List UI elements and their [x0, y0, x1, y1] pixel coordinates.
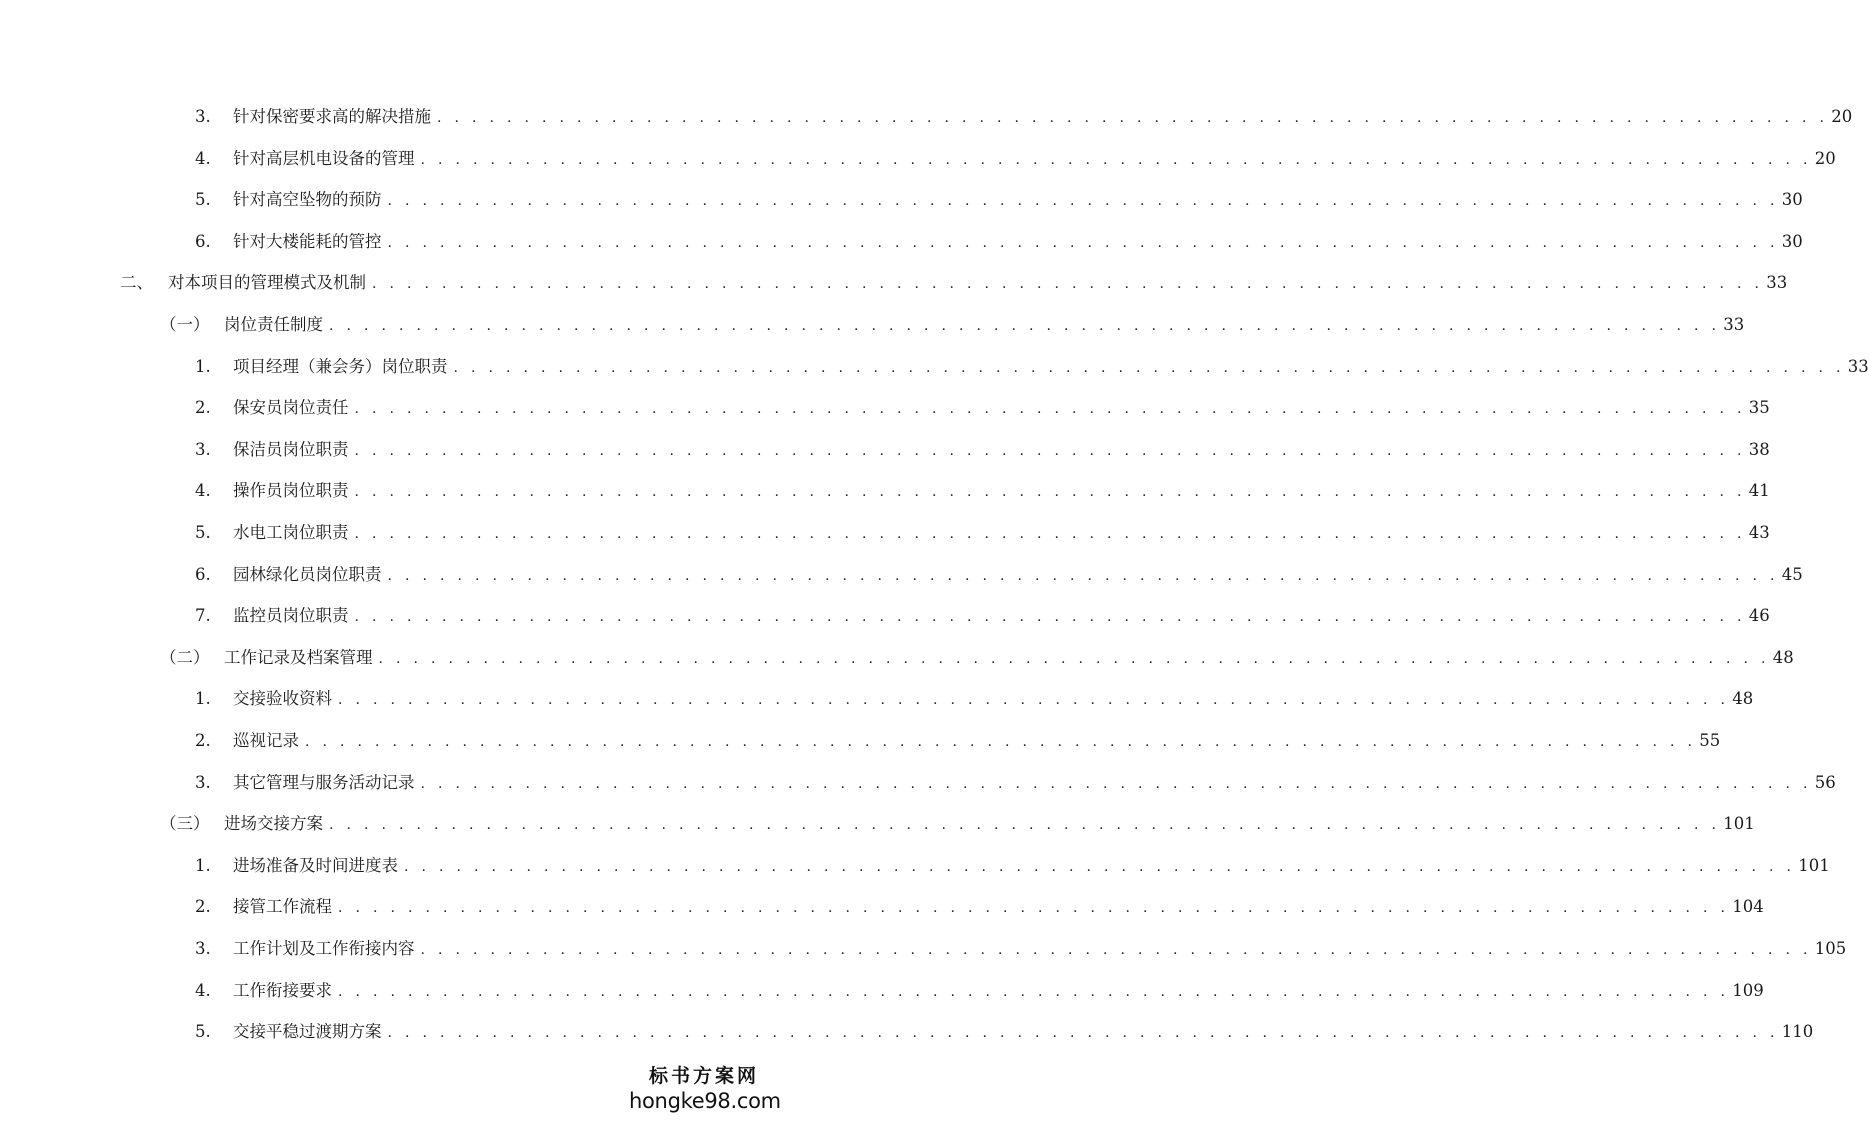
toc-entry[interactable]	[120, 269, 1788, 297]
toc-entry-title: 工作计划及工作衔接内容	[233, 939, 415, 958]
toc-dot-leader: . . . . . . . . . . . . . . . . . . . . . . . . . . . . . . . . . . . . . . . . . . . . . . . . . . . . . . . . . . . . . . . . . . . . . . . . . . . . . . . .	[404, 858, 1796, 875]
toc-entry-title: 园林绿化员岗位职责	[233, 564, 382, 584]
toc-dot-leader: . . . . . . . . . . . . . . . . . . . . . . . . . . . . . . . . . . . . . . . . . . . . . . . . . . . . . . . . . . . . . . . . . . . . . . . . . . . . . . . .	[338, 692, 1730, 709]
toc-entry-number: 3.	[195, 439, 211, 459]
toc-entry-number: 3.	[195, 939, 211, 958]
toc-entry-number: 5.	[195, 523, 211, 542]
toc-dot-leader: . . . . . . . . . . . . . . . . . . . . . . . . . . . . . . . . . . . . . . . . . . . . . . . . . . . . . . . . . . . . . . . . . . . . . . . . . . . . . . . .	[329, 318, 1721, 334]
toc-entry-page-number: 45	[1781, 564, 1803, 584]
toc-entry[interactable]	[195, 561, 1803, 589]
toc-entry-title: 交接验收资料	[233, 689, 332, 709]
toc-entry-title: 监控员岗位职责	[233, 606, 349, 626]
toc-dot-leader: . . . . . . . . . . . . . . . . . . . . . . . . . . . . . . . . . . . . . . . . . . . . . . . . . . . . . . . . . . . . . . . . . . . . . . . . . . . . . . . .	[338, 900, 1730, 917]
toc-entry-page-number: 33	[1766, 273, 1788, 293]
toc-entry-number: 5.	[195, 1022, 211, 1042]
toc-entry-page-number: 55	[1699, 731, 1721, 750]
toc-entry-page-number: 48	[1772, 647, 1794, 667]
toc-entry[interactable]	[195, 103, 1853, 131]
toc-entry-number: 1.	[195, 855, 211, 875]
toc-entry-page-number: 104	[1732, 897, 1764, 917]
toc-entry-number: 2.	[195, 731, 211, 750]
toc-entry-page-number: 110	[1781, 1022, 1814, 1042]
toc-dot-leader: . . . . . . . . . . . . . . . . . . . . . . . . . . . . . . . . . . . . . . . . . . . . . . . . . . . . . . . . . . . . . . . . . . . . . . . . . . . . . . . .	[420, 151, 1812, 168]
toc-entry-page-number: 48	[1732, 689, 1754, 709]
toc-entry-number: 5.	[195, 190, 211, 210]
toc-entry-number: 6.	[195, 564, 211, 584]
toc-entry-title: 交接平稳过渡期方案	[233, 1022, 382, 1042]
toc-entry-page-number: 33	[1847, 356, 1869, 376]
toc-dot-leader: . . . . . . . . . . . . . . . . . . . . . . . . . . . . . . . . . . . . . . . . . . . . . . . . . . . . . . . . . . . . . . . . . . . . . . . . . . . . . . . .	[420, 942, 1812, 958]
toc-entry-title: 针对保密要求高的解决措施	[233, 107, 431, 126]
toc-entry[interactable]	[195, 519, 1770, 547]
toc-entry-page-number: 101	[1723, 814, 1755, 834]
toc-entry-number: 1.	[195, 689, 211, 709]
toc-dot-leader: . . . . . . . . . . . . . . . . . . . . . . . . . . . . . . . . . . . . . . . . . . . . . . . . . . . . . . . . . . . . . . . . . . . . . . . . . . . . . . . .	[354, 609, 1746, 626]
toc-dot-leader: . . . . . . . . . . . . . . . . . . . . . . . . . . . . . . . . . . . . . . . . . . . . . . . . . . . . . . . . . . . . . . . . . . . . . . . . . . . . . . . .	[387, 193, 1779, 210]
toc-entry-title: 工作记录及档案管理	[224, 647, 373, 667]
toc-entry-title: 工作衔接要求	[233, 980, 332, 1000]
toc-dot-leader: . . . . . . . . . . . . . . . . . . . . . . . . . . . . . . . . . . . . . . . . . . . . . . . . . . . . . . . . . . . . . . . . . . . . . . . . . . . . . . . .	[354, 401, 1746, 418]
toc-entry-number: 4.	[195, 148, 211, 168]
toc-entry-number: 2.	[195, 897, 211, 917]
toc-entry-page-number: 20	[1814, 148, 1836, 168]
toc-entry-page-number: 46	[1748, 606, 1770, 626]
toc-entry-number: （二）	[160, 647, 210, 667]
toc-dot-leader: . . . . . . . . . . . . . . . . . . . . . . . . . . . . . . . . . . . . . . . . . . . . . . . . . . . . . . . . . . . . . . . . . . . . . . . . . . . . . . . .	[372, 276, 1764, 293]
toc-entry-number: 3.	[195, 772, 211, 792]
toc-entry[interactable]	[195, 1018, 1814, 1046]
toc-entry[interactable]	[195, 186, 1803, 214]
toc-entry[interactable]	[195, 477, 1770, 505]
toc-entry-title: 针对高层机电设备的管理	[233, 148, 415, 168]
toc-dot-leader: . . . . . . . . . . . . . . . . . . . . . . . . . . . . . . . . . . . . . . . . . . . . . . . . . . . . . . . . . . . . . . . . . . . . . . . . . . . . . . . .	[305, 734, 1697, 750]
toc-entry-number: 6.	[195, 231, 211, 251]
toc-entry[interactable]	[195, 977, 1764, 1005]
toc-entry[interactable]	[160, 311, 1745, 339]
toc-entry-number: 1.	[195, 356, 211, 376]
toc-entry-title: 接管工作流程	[233, 897, 332, 917]
toc-dot-leader: . . . . . . . . . . . . . . . . . . . . . . . . . . . . . . . . . . . . . . . . . . . . . . . . . . . . . . . . . . . . . . . . . . . . . . . . . . . . . . . .	[378, 650, 1770, 667]
watermark-domain: hongke98.com	[629, 1089, 781, 1113]
toc-entry-number: 7.	[195, 606, 211, 626]
toc-entry-page-number: 30	[1781, 231, 1803, 251]
toc-entry[interactable]	[195, 893, 1764, 921]
toc-entry[interactable]	[195, 145, 1836, 173]
toc-entry-number: 2.	[195, 398, 211, 418]
site-watermark	[629, 1064, 779, 1114]
toc-entry-title: 巡视记录	[233, 731, 299, 750]
toc-dot-leader: . . . . . . . . . . . . . . . . . . . . . . . . . . . . . . . . . . . . . . . . . . . . . . . . . . . . . . . . . . . . . . . . . . . . . . . . . . . . . . . .	[329, 817, 1721, 834]
toc-dot-leader: . . . . . . . . . . . . . . . . . . . . . . . . . . . . . . . . . . . . . . . . . . . . . . . . . . . . . . . . . . . . . . . . . . . . . . . . . . . . . . . .	[420, 775, 1812, 792]
toc-entry-title: 对本项目的管理模式及机制	[168, 273, 366, 293]
toc-entry[interactable]	[195, 685, 1754, 713]
toc-entry-page-number: 20	[1831, 107, 1853, 126]
toc-entry-title: 针对高空坠物的预防	[233, 190, 382, 210]
toc-entry[interactable]	[195, 935, 1847, 963]
toc-entry-title: 保安员岗位责任	[233, 398, 349, 418]
toc-dot-leader: . . . . . . . . . . . . . . . . . . . . . . . . . . . . . . . . . . . . . . . . . . . . . . . . . . . . . . . . . . . . . . . . . . . . . . . . . . . . . . . .	[338, 983, 1730, 1000]
toc-entry-page-number: 109	[1732, 980, 1764, 1000]
watermark-site-name: 标书方案网	[648, 1065, 759, 1087]
toc-entry-number: 二、	[120, 273, 153, 293]
toc-entry[interactable]	[195, 228, 1803, 256]
toc-entry-number: 4.	[195, 980, 211, 1000]
toc-entry-title: 项目经理（兼会务）岗位职责	[233, 356, 448, 376]
toc-entry-page-number: 41	[1748, 481, 1770, 501]
toc-entry-page-number: 43	[1748, 523, 1770, 542]
toc-entry-page-number: 101	[1798, 855, 1830, 875]
toc-entry-title: 保洁员岗位职责	[233, 439, 349, 459]
toc-entry-title: 进场准备及时间进度表	[233, 855, 398, 875]
toc-dot-leader: . . . . . . . . . . . . . . . . . . . . . . . . . . . . . . . . . . . . . . . . . . . . . . . . . . . . . . . . . . . . . . . . . . . . . . . . . . . . . . . .	[437, 110, 1829, 126]
toc-entry[interactable]	[195, 602, 1770, 630]
toc-dot-leader: . . . . . . . . . . . . . . . . . . . . . . . . . . . . . . . . . . . . . . . . . . . . . . . . . . . . . . . . . . . . . . . . . . . . . . . . . . . . . . . .	[354, 484, 1746, 501]
toc-entry-page-number: 33	[1723, 315, 1745, 334]
toc-dot-leader: . . . . . . . . . . . . . . . . . . . . . . . . . . . . . . . . . . . . . . . . . . . . . . . . . . . . . . . . . . . . . . . . . . . . . . . . . . . . . . . .	[387, 567, 1779, 584]
toc-entry-title: 岗位责任制度	[224, 315, 323, 334]
toc-entry[interactable]	[195, 852, 1830, 880]
toc-entry[interactable]	[195, 353, 1869, 381]
toc-dot-leader: . . . . . . . . . . . . . . . . . . . . . . . . . . . . . . . . . . . . . . . . . . . . . . . . . . . . . . . . . . . . . . . . . . . . . . . . . . . . . . . .	[354, 442, 1746, 459]
toc-entry-number: 3.	[195, 107, 211, 126]
toc-entry-number: 4.	[195, 481, 211, 501]
toc-entry-page-number: 35	[1748, 398, 1770, 418]
toc-dot-leader: . . . . . . . . . . . . . . . . . . . . . . . . . . . . . . . . . . . . . . . . . . . . . . . . . . . . . . . . . . . . . . . . . . . . . . . . . . . . . . . .	[387, 234, 1779, 251]
toc-entry-number: （三）	[160, 814, 210, 834]
toc-entry-page-number: 105	[1814, 939, 1847, 958]
toc-entry-page-number: 38	[1748, 439, 1770, 459]
toc-entry[interactable]	[195, 436, 1770, 464]
toc-entry-number: （一）	[160, 315, 210, 334]
toc-entry-title: 针对大楼能耗的管控	[233, 231, 382, 251]
toc-entry-title: 其它管理与服务活动记录	[233, 772, 415, 792]
toc-dot-leader: . . . . . . . . . . . . . . . . . . . . . . . . . . . . . . . . . . . . . . . . . . . . . . . . . . . . . . . . . . . . . . . . . . . . . . . . . . . . . . . .	[387, 1025, 1779, 1042]
toc-entry-title: 进场交接方案	[224, 814, 323, 834]
toc-entry[interactable]	[160, 644, 1794, 672]
toc-entry-title: 水电工岗位职责	[233, 523, 349, 542]
toc-entry-page-number: 30	[1781, 190, 1803, 210]
toc-dot-leader: . . . . . . . . . . . . . . . . . . . . . . . . . . . . . . . . . . . . . . . . . . . . . . . . . . . . . . . . . . . . . . . . . . . . . . . . . . . . . . . .	[354, 526, 1746, 542]
toc-entry[interactable]	[195, 394, 1770, 422]
toc-entry[interactable]	[160, 810, 1755, 838]
toc-entry[interactable]	[195, 727, 1721, 755]
toc-entry[interactable]	[195, 769, 1836, 797]
toc-dot-leader: . . . . . . . . . . . . . . . . . . . . . . . . . . . . . . . . . . . . . . . . . . . . . . . . . . . . . . . . . . . . . . . . . . . . . . . . . . . . . . . .	[453, 359, 1845, 376]
toc-entry-title: 操作员岗位职责	[233, 481, 349, 501]
toc-entry-page-number: 56	[1814, 772, 1836, 792]
